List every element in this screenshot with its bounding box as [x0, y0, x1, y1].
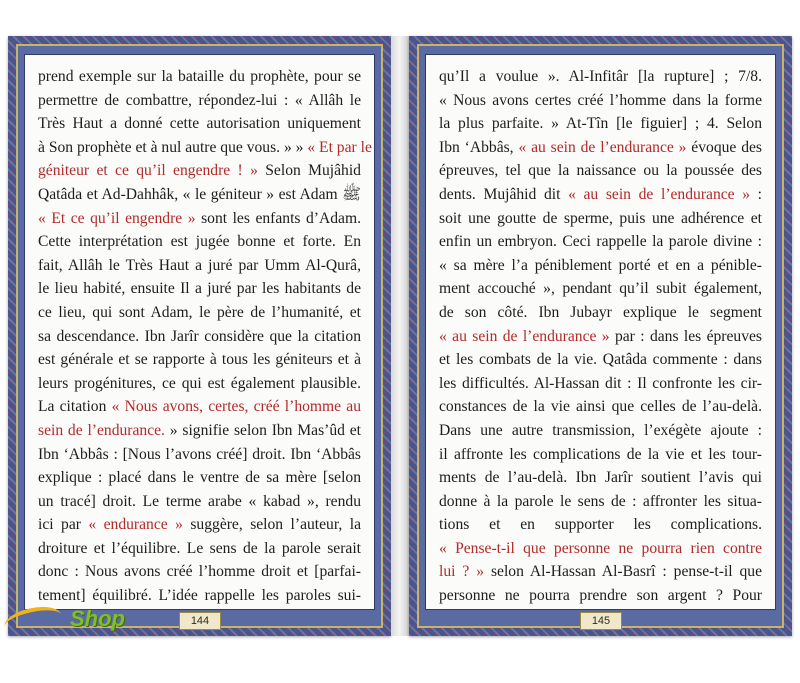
- text-run: tions et en supporter les complications.: [439, 516, 762, 534]
- text-run: sont les enfants d’Adam.: [195, 209, 362, 227]
- text-run: ments de l’au-delà. Ibn Jarîr soutient l’avis qui: [439, 469, 762, 487]
- left-page: [8, 36, 391, 636]
- text-line: [439, 183, 762, 207]
- quoted-verse: « au sein de l’endurance »: [568, 185, 751, 203]
- text-run: fait, Allâh le Très Haut a juré par Umm Al-Qurâ,: [38, 256, 361, 274]
- text-line: [38, 136, 372, 160]
- text-line: [38, 230, 361, 254]
- text-run: » signifie selon Ibn Mas’ûd et: [164, 421, 361, 439]
- text-line: [38, 301, 361, 325]
- quoted-verse: « au sein de l’endurance »: [518, 138, 687, 156]
- text-run: explique : placé dans le ventre de sa mère [selon: [38, 469, 361, 487]
- text-line: [439, 560, 762, 584]
- text-line: [38, 112, 361, 136]
- page-number-left: 144: [179, 612, 221, 630]
- text-line: [38, 560, 361, 584]
- text-run: Très Haut a donné cette autorisation uniquement: [38, 115, 361, 133]
- text-line: [38, 325, 361, 349]
- text-line: [38, 443, 361, 467]
- quoted-verse: lui ? »: [439, 563, 485, 581]
- right-page: [409, 36, 792, 636]
- text-line: [439, 136, 762, 160]
- text-line: [439, 395, 762, 419]
- text-run: selon Al-Hassan Al-Basrî : pense-t-il que: [484, 563, 762, 581]
- text-run: :: [750, 185, 763, 203]
- text-line: [38, 466, 361, 490]
- quoted-verse: « Et par le: [307, 138, 372, 156]
- text-run: un tracé] droit. Le terme arabe « kabad », rendu: [38, 492, 361, 510]
- text-run: il affronte les complications de la vie et les tour-: [439, 445, 762, 463]
- text-run: qu’Il a voulue ». Al-Infitâr [la rupture] ; 7/8.: [439, 68, 762, 85]
- text-line: [439, 513, 762, 537]
- text-line: [38, 537, 361, 561]
- text-line: [439, 608, 762, 610]
- quoted-verse: « Et ce qu’il engendre »: [38, 209, 196, 227]
- text-line: [439, 443, 762, 467]
- text-line: [439, 230, 762, 254]
- text-run: leurs progénitures, ce qui est également plausible.: [38, 374, 361, 392]
- text-line: [38, 395, 361, 419]
- quoted-verse: « Pense-t-il que personne ne pourra rien contre: [439, 539, 762, 557]
- text-run: Selon Mujâhid: [257, 162, 361, 180]
- text-line: [38, 348, 361, 372]
- text-line: [439, 584, 762, 608]
- text-line: [439, 301, 762, 325]
- text-run: Qatâda et Ad-Dahhâk, « le géniteur » est Adam ﷺ: [38, 185, 361, 203]
- text-run: évoque des: [686, 138, 762, 156]
- text-line: [439, 466, 762, 490]
- text-run: Dans une autre transmission, l’exégète ajoute :: [439, 421, 762, 439]
- right-page-text: [439, 65, 762, 603]
- text-run: La citation: [38, 398, 112, 416]
- text-run: tement] équilibré. L’idée rappelle les paroles sui-: [38, 587, 361, 605]
- quoted-verse: « au sein de l’endurance »: [439, 327, 610, 345]
- text-line: [439, 89, 762, 113]
- text-line: [439, 372, 762, 396]
- text-run: ment accouché », pendant qu’il subit également,: [439, 280, 762, 298]
- quoted-verse: « Nous avons, certes, créé l’homme au: [111, 398, 361, 416]
- left-page-text-area: [24, 54, 375, 610]
- text-run: épreuves, tel que la naissance ou la poussée des: [439, 162, 762, 180]
- text-run: suggère, selon l’auteur, la: [182, 516, 361, 534]
- text-line: [439, 325, 762, 349]
- text-line: [38, 490, 361, 514]
- text-line: [439, 537, 762, 561]
- text-line: [38, 65, 361, 89]
- text-run: « Nous avons certes créé l’homme dans la forme: [439, 91, 762, 109]
- text-run: dents. Mujâhid dit: [439, 185, 569, 203]
- text-line: [38, 277, 361, 301]
- text-run: le lieu habité, ensuite Il a juré par les habitants de: [38, 280, 361, 298]
- text-run: à Son prophète et à nul autre que vous. » »: [38, 138, 308, 156]
- text-run: « sa mère l’a péniblement porté et en a pénible-: [439, 256, 762, 274]
- text-run: soit une goutte de sperme, puis une adhérence et: [439, 209, 762, 227]
- quoted-verse: « endurance »: [88, 516, 183, 534]
- quoted-verse: géniteur et ce qu’il engendre ! »: [38, 162, 258, 180]
- text-run: est générale et se rapporte à tous les géniteurs et à: [38, 351, 361, 369]
- right-page-text-area: [425, 54, 776, 610]
- logo-swoosh-icon: [2, 602, 64, 639]
- text-line: [439, 159, 762, 183]
- text-run: permettre de combattre, répondez-lui : « Allâh le: [38, 91, 361, 109]
- text-line: [38, 513, 361, 537]
- text-line: [38, 207, 361, 231]
- text-run: ce lieu, qui sont Adam, le père de l’humanité, et: [38, 303, 361, 321]
- text-line: [439, 490, 762, 514]
- text-line: [38, 183, 361, 207]
- text-run: donne à la parole le sens de : affronter les situa-: [439, 492, 762, 510]
- text-run: donc : Nous avons créé l’homme droit et [parfai-: [38, 563, 361, 581]
- text-line: [439, 277, 762, 301]
- book-gutter: [391, 36, 409, 636]
- text-line: [38, 419, 361, 443]
- text-line: [439, 348, 762, 372]
- text-run: sa descendance. Ibn Jarîr considère que la citation: [38, 327, 361, 345]
- shop-logo: [4, 602, 134, 636]
- text-run: la plus parfaite. » At-Tîn [le figuier] ; 4. Selon: [439, 115, 762, 133]
- text-run: les difficultés. Al-Hassan dit : Il confronte les cir-: [439, 374, 762, 392]
- text-run: ici par: [38, 516, 89, 534]
- text-run: Ibn ‘Abbâs : [Nous l’avons créé] droit. Ibn ‘Abbâs: [38, 445, 361, 463]
- text-line: [439, 112, 762, 136]
- logo-text: Shop: [70, 606, 125, 631]
- text-line: [439, 254, 762, 278]
- text-line: [38, 254, 361, 278]
- text-run: constances de la vie ainsi que celles de l’au-delà.: [439, 398, 762, 416]
- text-run: et les combats de la vie. Qatâda commente : dans: [439, 351, 762, 369]
- text-run: droiture et l’équilibre. Le sens de la parole serait: [38, 539, 361, 557]
- text-line: [38, 372, 361, 396]
- text-line: [38, 159, 361, 183]
- text-run: par : dans les épreuves: [609, 327, 763, 345]
- text-run: prend exemple sur la bataille du prophète, pour se: [38, 68, 361, 85]
- text-line: [38, 89, 361, 113]
- text-run: de son côté. Ibn Jubayr explique le segment: [439, 303, 762, 321]
- text-run: Ibn ‘Abbâs,: [439, 138, 519, 156]
- quoted-verse: sein de l’endurance.: [38, 421, 165, 439]
- text-run: enfin un embryon. Ceci rappelle la parole divine :: [439, 233, 762, 251]
- page-number-right: 145: [580, 612, 622, 630]
- text-run: Cette interprétation est jugée bonne et forte. En: [38, 233, 361, 251]
- text-line: [439, 65, 762, 89]
- text-run: personne ne pourra prendre son argent ? Pour: [439, 587, 762, 605]
- text-line: [439, 207, 762, 231]
- text-line: [439, 419, 762, 443]
- left-page-text: [38, 65, 372, 605]
